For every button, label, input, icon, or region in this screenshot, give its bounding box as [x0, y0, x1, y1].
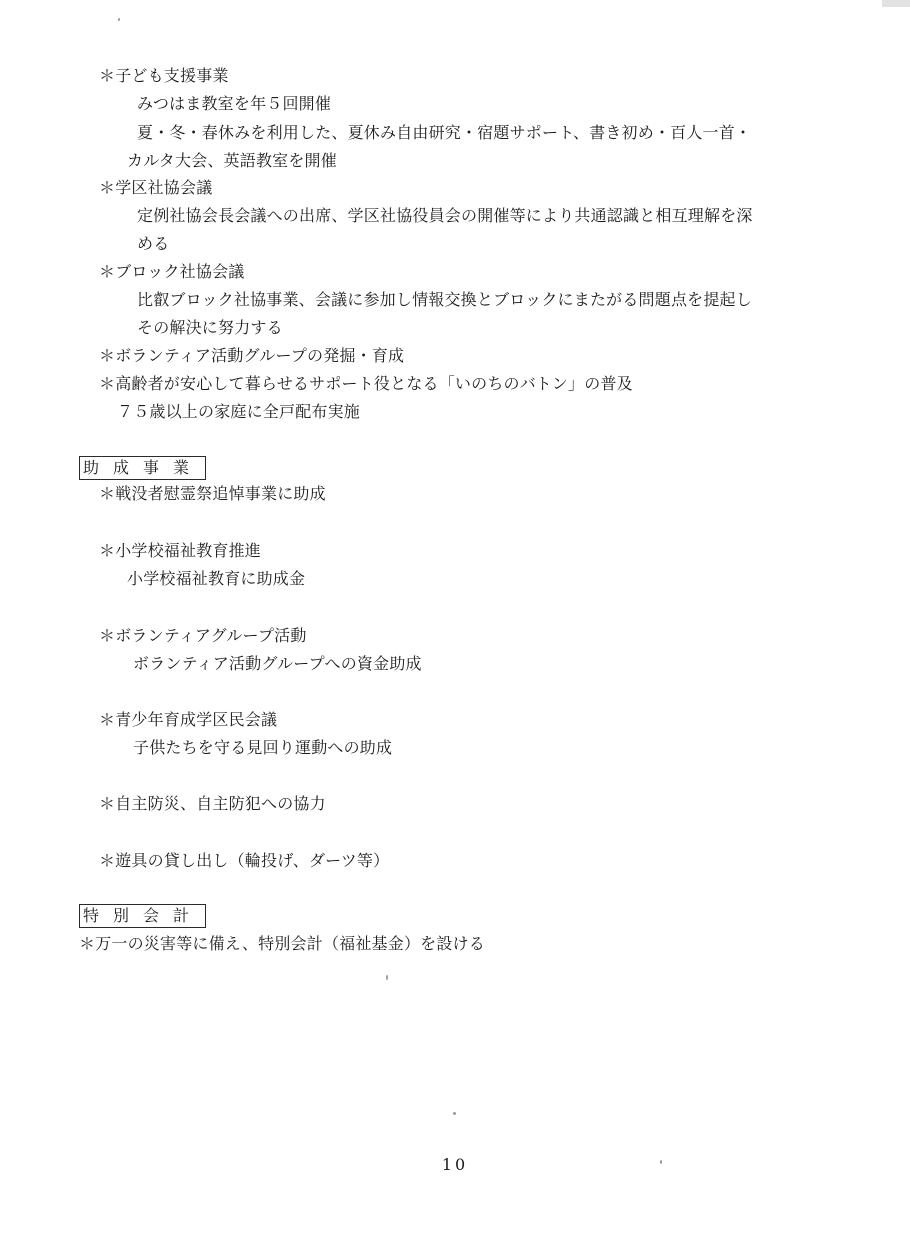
title-char: 特 [83, 906, 100, 925]
item-heading: ＊遊具の貸し出し（輪投げ、ダーツ等） [99, 851, 390, 870]
item-heading: ＊小学校福祉教育推進 [99, 541, 262, 560]
item-text: 定例社協会長会議への出席、学区社協役員会の開催等により共通認識と相互理解を深 [137, 206, 753, 225]
item-heading: ＊万一の災害等に備え、特別会計（福祉基金）を設ける [79, 934, 485, 953]
item-text: 子供たちを守る見回り運動への助成 [133, 738, 393, 757]
section-title-grants [79, 456, 206, 480]
section-title-special [79, 904, 206, 928]
scan-speck [118, 18, 120, 21]
title-char: 計 [173, 906, 190, 925]
scan-speck [660, 1160, 662, 1164]
page-number: 10 [441, 1155, 469, 1174]
title-char: 業 [173, 458, 190, 477]
item-heading: ＊ボランティアグループ活動 [99, 626, 307, 645]
item-text: その解決に努力する [137, 318, 283, 337]
item-heading: ＊高齢者が安心して暮らせるサポート役となる「いのちのバトン」の普及 [99, 374, 633, 393]
title-char: 事 [143, 458, 160, 477]
item-heading: ＊自主防災、自主防犯への協力 [99, 794, 326, 813]
item-text: 夏・冬・春休みを利用した、夏休み自由研究・宿題サポート、書き初め・百人一首・ [137, 123, 752, 142]
title-char: 助 [83, 458, 100, 477]
scan-speck [453, 1112, 456, 1115]
item-text: ７５歳以上の家庭に全戸配布実施 [117, 402, 361, 421]
item-heading: ＊戦没者慰霊祭追悼事業に助成 [99, 484, 326, 503]
item-text: 比叡ブロック社協事業、会議に参加し情報交換とブロックにまたがる問題点を提起し [137, 290, 752, 309]
item-heading: ＊子ども支援事業 [99, 66, 229, 85]
item-text: める [137, 234, 170, 253]
item-heading: ＊ブロック社協会議 [99, 262, 245, 281]
scan-edge [882, 0, 910, 7]
title-char: 会 [143, 906, 160, 925]
item-heading: ＊青少年育成学区民会議 [99, 710, 278, 729]
item-text: ボランティア活動グループへの資金助成 [133, 654, 422, 673]
item-heading: ＊学区社協会議 [99, 178, 213, 197]
item-text: 小学校福祉教育に助成金 [127, 569, 306, 588]
title-char: 別 [113, 906, 130, 925]
scan-speck [386, 975, 388, 980]
item-heading: ＊ボランティア活動グループの発掘・育成 [99, 346, 405, 365]
item-text: カルタ大会、英語教室を開催 [127, 151, 337, 170]
title-char: 成 [113, 458, 130, 477]
item-text: みつはま教室を年５回開催 [137, 94, 332, 113]
